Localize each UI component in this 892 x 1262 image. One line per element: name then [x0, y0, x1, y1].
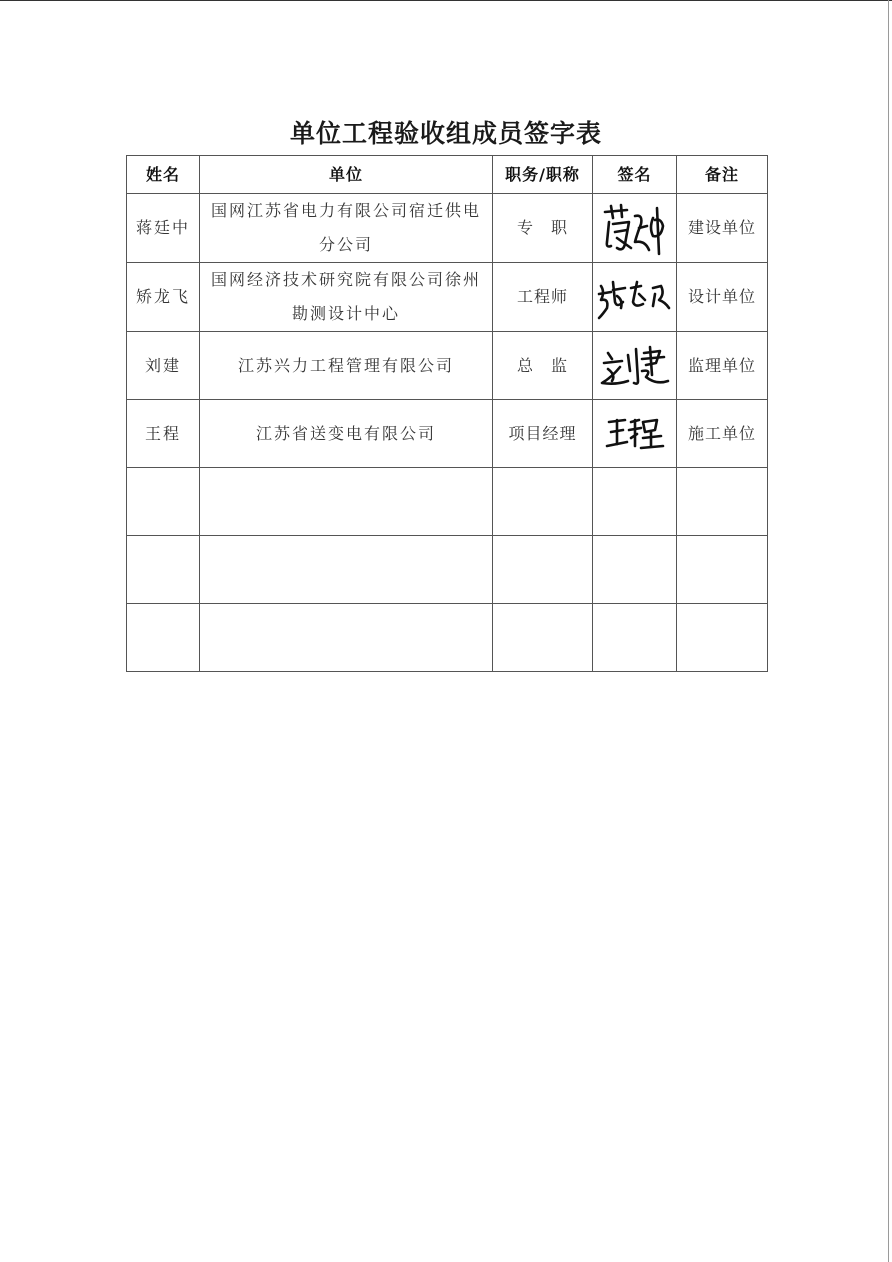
empty-cell: [200, 536, 493, 604]
member-unit: 江苏兴力工程管理有限公司: [200, 332, 493, 400]
member-remark: 监理单位: [677, 332, 768, 400]
header-signature: 签名: [593, 156, 677, 194]
page-top-border: [0, 0, 892, 1]
table-row-empty: [127, 468, 768, 536]
empty-cell: [200, 604, 493, 672]
member-signature: [593, 400, 677, 468]
handwritten-signature-wang: [603, 412, 667, 456]
table-row-empty: [127, 604, 768, 672]
member-unit: 国网江苏省电力有限公司宿迁供电分公司: [200, 194, 493, 263]
empty-cell: [493, 604, 593, 672]
handwritten-signature-jiang: [597, 198, 673, 258]
member-signature: [593, 332, 677, 400]
empty-cell: [677, 604, 768, 672]
handwritten-signature-jiao: [595, 272, 675, 322]
table-row: [127, 263, 768, 332]
empty-cell: [127, 604, 200, 672]
header-unit: 单位: [200, 156, 493, 194]
header-name: 姓名: [127, 156, 200, 194]
member-unit: 江苏省送变电有限公司: [200, 400, 493, 468]
member-name: 刘建: [127, 332, 200, 400]
member-remark: 建设单位: [677, 194, 768, 263]
empty-cell: [200, 468, 493, 536]
table-row: [127, 332, 768, 400]
member-name: 王程: [127, 400, 200, 468]
header-role: 职务/职称: [493, 156, 593, 194]
member-role: 工程师: [493, 263, 593, 332]
document-title: 单位工程验收组成员签字表: [289, 119, 602, 148]
empty-cell: [127, 468, 200, 536]
empty-cell: [677, 536, 768, 604]
empty-cell: [593, 604, 677, 672]
header-remark: 备注: [677, 156, 768, 194]
table-row: [127, 400, 768, 468]
member-signature-table: [126, 155, 768, 672]
member-name: 矫龙飞: [127, 263, 200, 332]
page-right-border: [888, 0, 889, 1262]
empty-cell: [493, 536, 593, 604]
member-role: 总 监: [493, 332, 593, 400]
member-signature: [593, 263, 677, 332]
empty-cell: [677, 468, 768, 536]
empty-cell: [593, 468, 677, 536]
empty-cell: [127, 536, 200, 604]
member-signature: [593, 194, 677, 263]
handwritten-signature-liu: [598, 341, 672, 391]
table-row: [127, 194, 768, 263]
table-row-empty: [127, 536, 768, 604]
member-name: 蒋廷中: [127, 194, 200, 263]
table-header-row: [127, 156, 768, 194]
empty-cell: [593, 536, 677, 604]
member-unit: 国网经济技术研究院有限公司徐州勘测设计中心: [200, 263, 493, 332]
member-remark: 施工单位: [677, 400, 768, 468]
member-remark: 设计单位: [677, 263, 768, 332]
member-role: 项目经理: [493, 400, 593, 468]
member-role: 专 职: [493, 194, 593, 263]
empty-cell: [493, 468, 593, 536]
